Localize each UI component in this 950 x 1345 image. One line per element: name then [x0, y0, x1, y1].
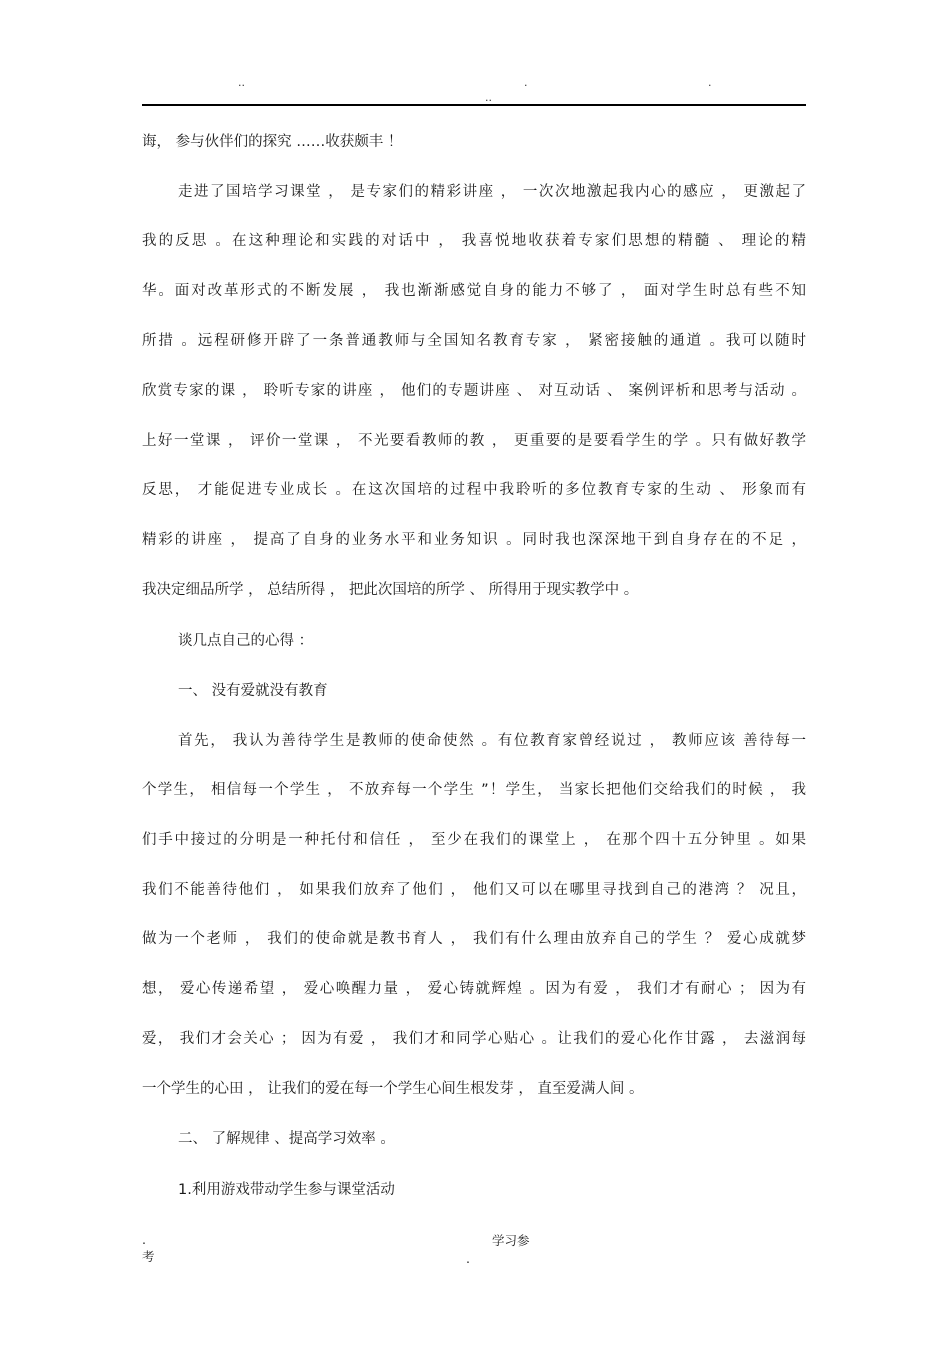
- text-line: 们手中接过的分明是一种托付和信任 ， 至少在我们的课堂上 ， 在那个四十五分钟里 。如果: [142, 832, 806, 848]
- section-heading-1: 一、 没有爱就没有教育: [178, 683, 328, 699]
- footer-left-text: 考: [142, 1249, 155, 1264]
- header-rule: [142, 104, 806, 106]
- text-line: 诲， 参与伙伴们的探究 ……收获颇丰 ！: [142, 134, 403, 150]
- text-line: 我的反思 。在这种理论和实践的对话中 ， 我喜悦地收获着专家们思想的精髓 、 理论的精: [142, 233, 806, 249]
- subsection-heading: 1.利用游戏带动学生参与课堂活动: [178, 1182, 395, 1198]
- paragraph-first-line: 走进了国培学习课堂 ， 是专家们的精彩讲座 ， 一次次地激起我内心的感应 ， 更激起了: [178, 184, 806, 200]
- header-mark-middle: .: [524, 76, 528, 89]
- text-line: 想， 爱心传递希望 ， 爱心唤醒力量 ， 爱心铸就辉煌 。因为有爱 ， 我们才有耐心 ； 因为有: [142, 981, 806, 997]
- footer-dot-left: .: [142, 1232, 146, 1247]
- section-intro: 谈几点自己的心得 ：: [178, 633, 314, 649]
- text-line: 爱， 我们才会关心 ； 因为有爱 ， 我们才和同学心贴心 。让我们的爱心化作甘露 ， 去滋润每: [142, 1031, 806, 1047]
- text-line: 上好一堂课 ， 评价一堂课 ， 不光要看教师的教 ， 更重要的是要看学生的学 。只有做好教学: [142, 433, 806, 449]
- text-line: 反思， 才能促进专业成长 。在这次国培的过程中我聆听的多位教育专家的生动 、 形象而有: [142, 482, 806, 498]
- text-line: 所措 。远程研修开辟了一条普通教师与全国知名教育专家 ， 紧密接触的通道 。我可以随时: [142, 333, 806, 349]
- text-line: 精彩的讲座 ， 提高了自身的业务水平和业务知识 。同时我也深深地干到自身存在的不足 ，: [142, 532, 806, 548]
- text-line: 华。面对改革形式的不断发展 ， 我也渐渐感觉自身的能力不够了 ， 面对学生时总有些不知: [142, 283, 806, 299]
- header-mark-left: ..: [238, 76, 245, 89]
- footer-dot-right: .: [466, 1251, 470, 1266]
- text-line: 个学生， 相信每一个学生 ， 不放弃每一个学生 ”！学生， 当家长把他们交给我们的时候 ， 我: [142, 782, 806, 798]
- text-line: 欣赏专家的课 ， 聆听专家的讲座 ， 他们的专题讲座 、 对互动话 、 案例评析和思考与活动 。: [142, 383, 806, 399]
- text-line: 做为一个老师 ， 我们的使命就是教书育人 ， 我们有什么理由放弃自己的学生 ？ 爱心成就梦: [142, 931, 806, 947]
- paragraph-first-line: 首先， 我认为善待学生是教师的使命使然 。有位教育家曾经说过 ， 教师应该 善待每一: [178, 733, 806, 749]
- header-mark-right: .: [708, 76, 712, 89]
- footer-center-text: 学习参: [492, 1233, 530, 1248]
- section-heading-2: 二、 了解规律 、提高学习效率 。: [178, 1131, 395, 1147]
- header-mark-under: ..: [485, 91, 492, 104]
- text-line: 一个学生的心田 ， 让我们的爱在每一个学生心间生根发芽 ， 直至爱满人间 。: [142, 1081, 644, 1097]
- text-line: 我们不能善待他们 ， 如果我们放弃了他们 ， 他们又可以在哪里寻找到自己的港湾 ？ 况且，: [142, 882, 806, 898]
- text-line: 我决定细品所学 ， 总结所得 ， 把此次国培的所学 、 所得用于现实教学中 。: [142, 582, 639, 598]
